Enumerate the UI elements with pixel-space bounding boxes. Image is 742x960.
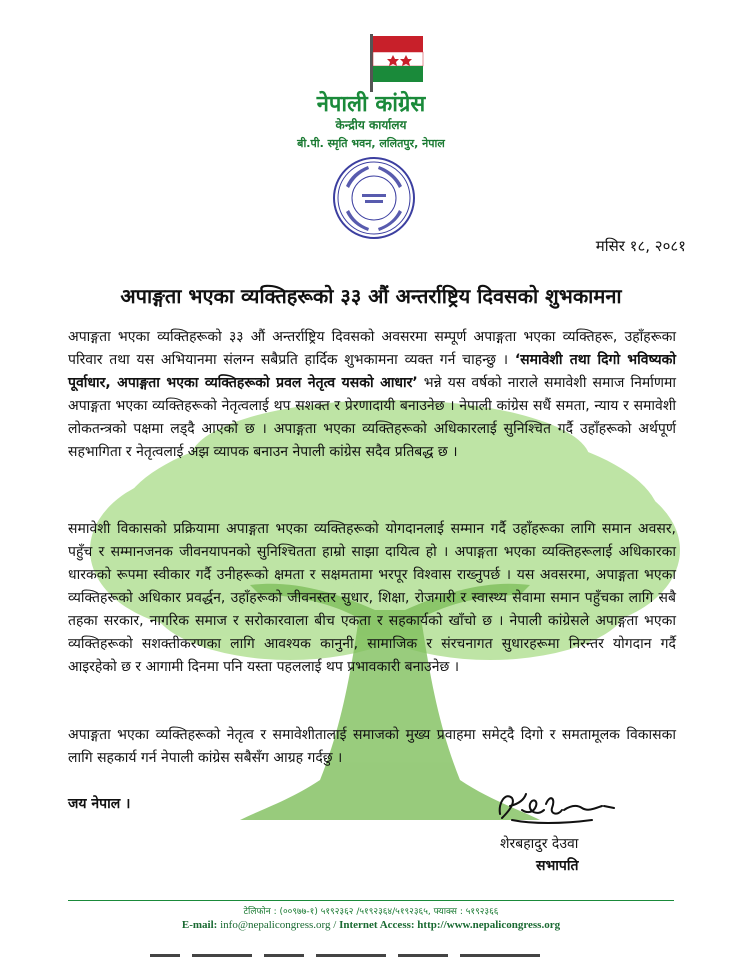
office-name: केन्द्रीय कार्यालय bbox=[335, 118, 407, 132]
letter-date: मसिर १८, २०८१ bbox=[595, 237, 686, 255]
email-label: E-mail: bbox=[181, 919, 218, 931]
party-flag-icon bbox=[362, 32, 432, 92]
web-label: Internet Access: bbox=[339, 919, 415, 931]
footer-divider bbox=[68, 900, 674, 901]
email-link[interactable]: info@nepalicongress.org bbox=[220, 919, 331, 931]
website-link[interactable]: http://www.nepalicongress.org bbox=[417, 919, 561, 931]
cropped-text-line bbox=[150, 950, 610, 958]
p1-intro: अपाङ्गता भएका व्यक्तिहरूको ३३ औं अन्तर्राष्ट्रिय दिवसको अवसरमा सम्पूर्ण अपाङ्गता भएका व्यक्तिहरू, उहाँहरूका परिवार तथा यस अभियानमा संलग्न सबैप्रति हार्दिक शुभकामना व्यक्त गर्न चाहन्छु । bbox=[68, 329, 676, 368]
signatory-title: सभापति bbox=[536, 858, 579, 874]
footer-separator: / bbox=[330, 919, 340, 931]
p1-slogan: ‘समावेशी तथा दिगो भविष्यको पूर्वाधार, अपाङ्गता भएका व्यक्तिहरूको प्रवल नेतृत्व यसको आधार’ bbox=[68, 352, 676, 391]
body-paragraph-2: समावेशी विकासको प्रक्रियामा अपाङ्गता भएका व्यक्तिहरूको योगदानलाई सम्मान गर्दै उहाँहरूका लागि समान अवसर, पहुँच र सम्मानजनक जीवनयापनको सुनिश्चितता हाम्रो साझा दायित्व हो । अपाङ्गता भएका व्यक्तिहरूलाई अधिकारका धारकको रूपमा स्वीकार गर्दै उनीहरूको क्षमता र सक्षमतामा भरपूर विश्वास राख्नुपर्छ । यस अवसरमा, अपाङ्गता भएका व्यक्तिहरूको अधिकार प्रवर्द्धन, उहाँहरूको जीवनस्तर सुधार, शिक्षा, रोजगारी र स्वास्थ्य सेवामा समान पहुँचका लागि सबै तहका सरकार, नागरिक समाज र सरोकारवाला बीच एकता र सहकार्यको खाँचो छ । नेपाली कांग्रेसले अपाङ्गता भएका व्यक्तिहरूको सशक्तीकरणका लागि आवश्यक कानुनी, सामाजिक र संरचनागत सुधारहरूमा निरन्तर योगदान गर्दै आइरहेको छ र आगामी दिनमा पनि यस्ता पहललाई थप प्रभावकारी बनाउनेछ । bbox=[68, 521, 676, 675]
closing-salutation: जय नेपाल । bbox=[68, 796, 131, 812]
letter-title: अपाङ्गता भएका व्यक्तिहरूको ३३ औं अन्तर्राष्ट्रिय दिवसको शुभकामना bbox=[120, 284, 622, 308]
signatory-name: शेरबहादुर देउवा bbox=[500, 836, 579, 852]
official-seal-icon bbox=[332, 156, 416, 240]
footer-web bbox=[0, 919, 742, 931]
body-paragraph-3: अपाङ्गता भएका व्यक्तिहरूको नेतृत्व र समावेशीतालाई समाजको मुख्य प्रवाहमा समेट्दै दिगो र समतामूलक विकासका लागि सहकार्य गर्न नेपाली कांग्रेस सबैसँग आग्रह गर्दछु । bbox=[68, 727, 676, 766]
office-address: बी.पी. स्मृति भवन, ललितपुर, नेपाल bbox=[297, 137, 445, 150]
p1-rest: भन्ने यस वर्षको नाराले समावेशी समाज निर्माणमा अपाङ्गता भएका व्यक्तिहरूको नेतृत्वलाई थप सशक्त र प्रेरणादायी बनाउनेछ । नेपाली कांग्रेस सधैं समता, न्याय र समावेशी लोकतन्त्रको पक्षमा लड्दै आएको छ । अपाङ्गता भएका व्यक्तिहरूको अधिकारलाई सुनिश्चित गर्दै उहाँहरूको अर्थपूर्ण सहभागिता र नेतृत्वलाई अझ व्यापक बनाउन नेपाली कांग्रेस सदैव प्रतिबद्ध छ । bbox=[68, 375, 676, 460]
body-paragraph-1 bbox=[68, 326, 676, 464]
party-name: नेपाली कांग्रेस bbox=[316, 92, 426, 117]
handwritten-signature bbox=[492, 784, 622, 832]
footer-contact: टेलिफोन : (००९७७-१) ५१९२३६२ /५१९२३६४/५१९२३६५, फ्याक्स : ५१९२३६६ bbox=[243, 907, 499, 917]
